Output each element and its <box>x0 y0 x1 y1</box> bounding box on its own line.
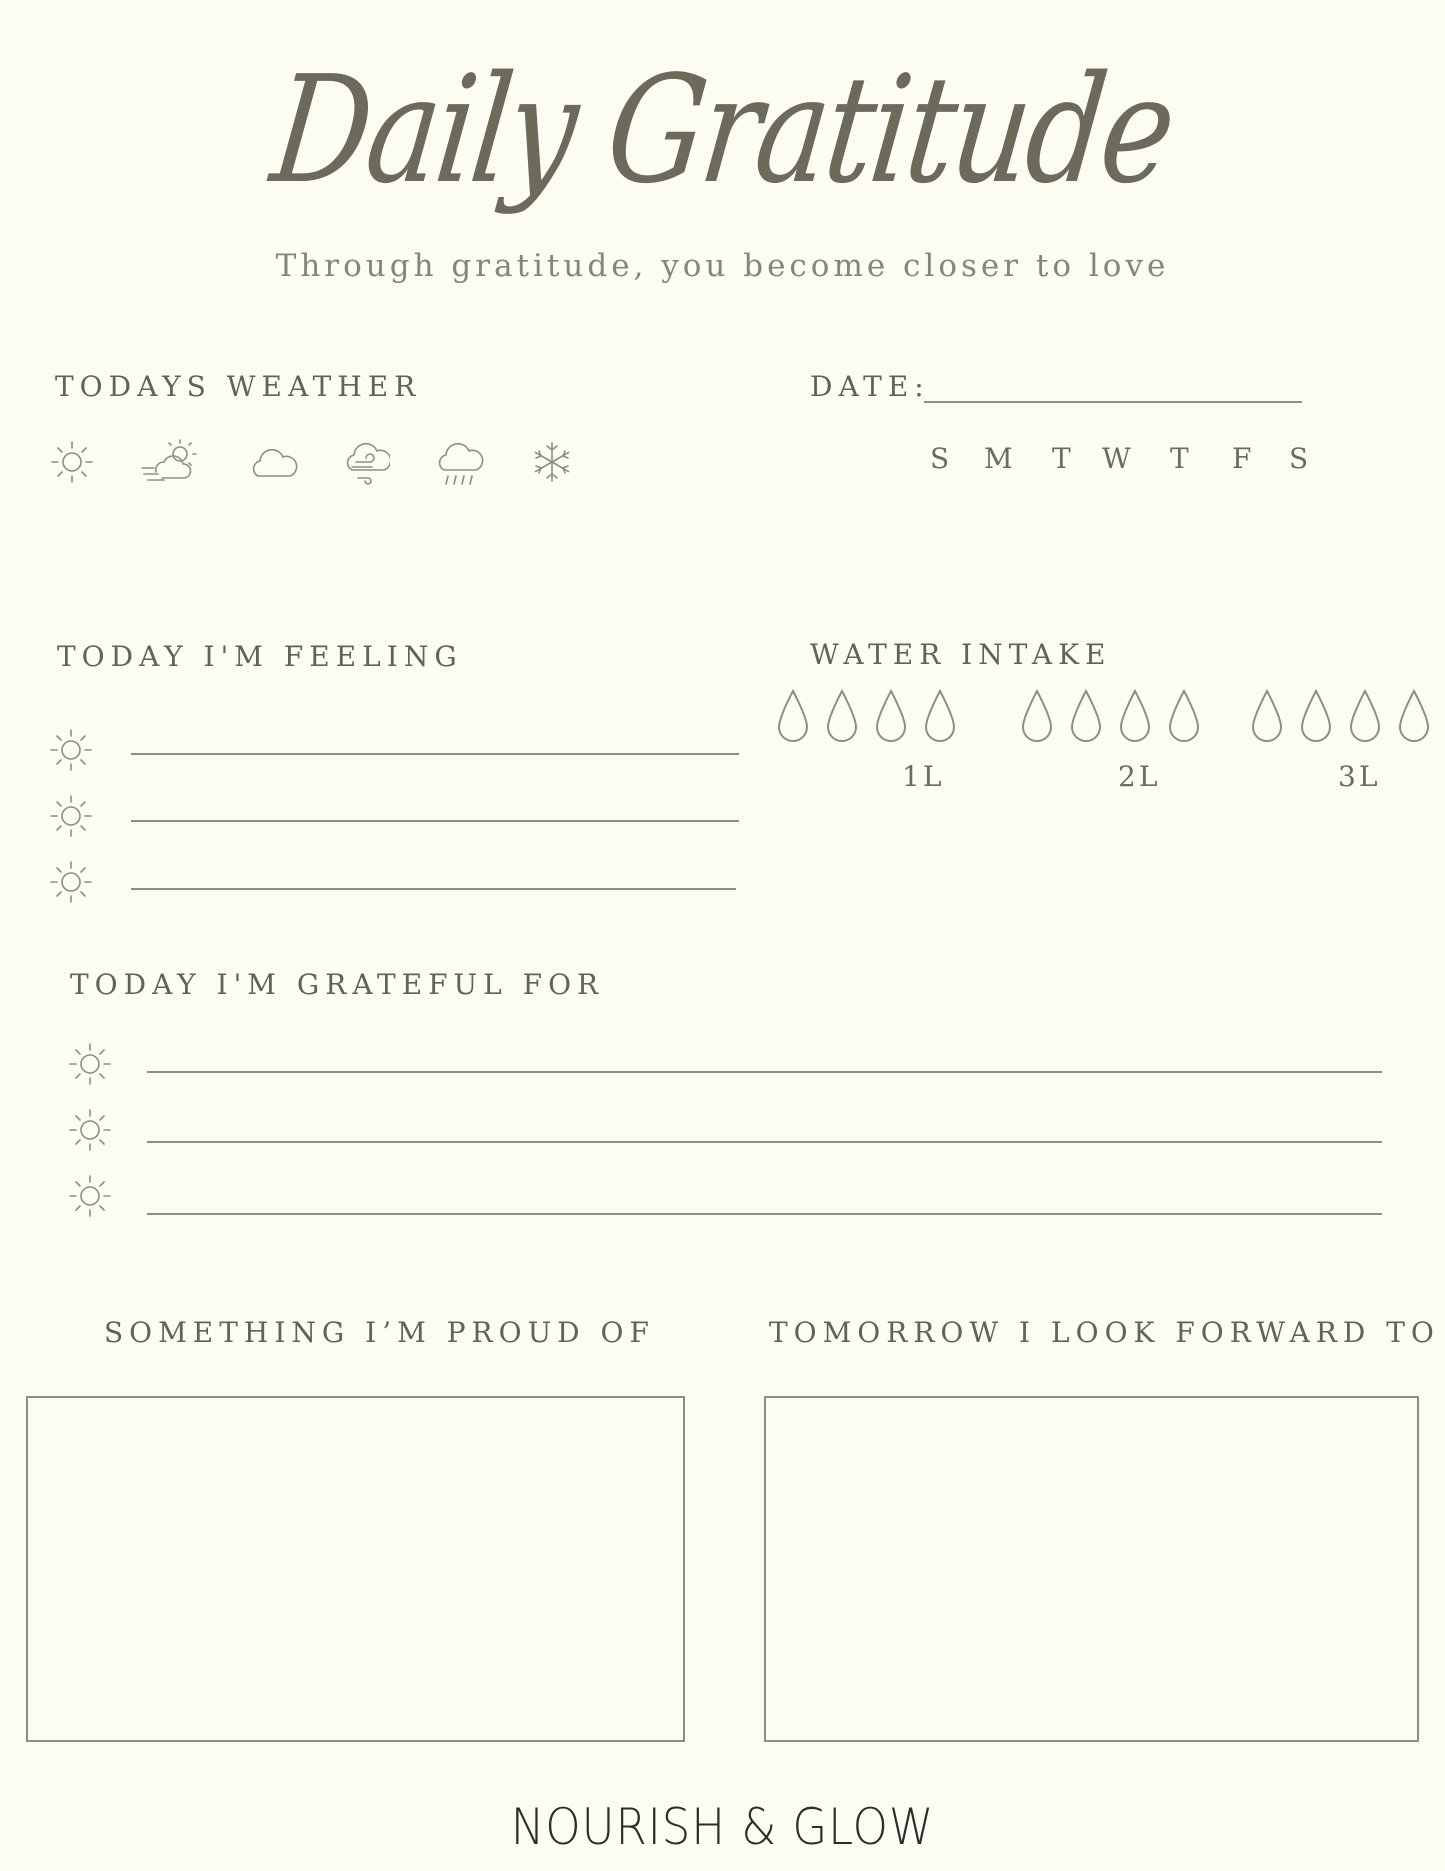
water-label-1l: 1L <box>902 760 945 793</box>
water-drop-icon[interactable] <box>825 689 859 743</box>
brand-logo: NOURISH & GLOW <box>510 1798 935 1856</box>
weekday-thursday[interactable]: T <box>1170 442 1189 475</box>
feeling-line-3[interactable] <box>131 888 736 890</box>
water-drop-icon[interactable] <box>1250 689 1284 743</box>
water-label-2l: 2L <box>1118 760 1161 793</box>
tomorrow-heading: TOMORROW I LOOK FORWARD TO <box>769 1316 1440 1349</box>
water-drop-icon[interactable] <box>1118 689 1152 743</box>
water-drop-icon[interactable] <box>1299 689 1333 743</box>
sun-icon <box>49 794 93 838</box>
sun-icon <box>49 728 93 772</box>
water-drop-icon[interactable] <box>1397 689 1431 743</box>
cloud-icon[interactable] <box>250 442 298 482</box>
weekday-friday[interactable]: F <box>1232 442 1252 475</box>
weekday-selector <box>930 442 1310 482</box>
partly-cloudy-windy-icon[interactable] <box>140 438 202 486</box>
grateful-line-2[interactable] <box>147 1141 1382 1143</box>
weekday-sunday[interactable]: S <box>930 442 950 475</box>
weather-heading: TODAYS WEATHER <box>55 370 422 403</box>
sun-icon <box>68 1108 112 1152</box>
grateful-line-3[interactable] <box>147 1213 1382 1215</box>
water-drop-icon[interactable] <box>776 689 810 743</box>
page-subtitle: Through gratitude, you become closer to love <box>275 248 1170 284</box>
water-drop-icon[interactable] <box>1069 689 1103 743</box>
weekday-saturday[interactable]: S <box>1289 442 1309 475</box>
water-drop-icon[interactable] <box>874 689 908 743</box>
windy-cloud-icon[interactable] <box>342 440 390 486</box>
rain-cloud-icon[interactable] <box>436 440 484 488</box>
date-input-line[interactable] <box>924 401 1302 403</box>
weekday-wednesday[interactable]: W <box>1102 442 1131 475</box>
feeling-line-2[interactable] <box>131 820 739 822</box>
sun-icon <box>68 1174 112 1218</box>
proud-textbox[interactable] <box>26 1396 685 1742</box>
tomorrow-textbox[interactable] <box>764 1396 1419 1742</box>
water-drop-icon[interactable] <box>1167 689 1201 743</box>
page-title: Daily Gratitude <box>264 44 1181 216</box>
snowflake-icon[interactable] <box>530 440 574 484</box>
weekday-tuesday[interactable]: T <box>1052 442 1071 475</box>
sun-icon <box>68 1042 112 1086</box>
water-drop-icon[interactable] <box>1020 689 1054 743</box>
sun-icon <box>49 860 93 904</box>
sun-icon[interactable] <box>50 440 94 484</box>
weekday-monday[interactable]: M <box>984 442 1013 475</box>
water-heading: WATER INTAKE <box>810 638 1112 671</box>
feeling-line-1[interactable] <box>131 753 739 755</box>
grateful-heading: TODAY I'M GRATEFUL FOR <box>70 968 605 1001</box>
feeling-heading: TODAY I'M FEELING <box>57 640 463 673</box>
date-label: DATE: <box>810 370 930 403</box>
proud-heading: SOMETHING I’M PROUD OF <box>104 1316 655 1349</box>
grateful-line-1[interactable] <box>147 1071 1382 1073</box>
water-label-3l: 3L <box>1338 760 1381 793</box>
water-drop-icon[interactable] <box>1348 689 1382 743</box>
water-drop-icon[interactable] <box>923 689 957 743</box>
